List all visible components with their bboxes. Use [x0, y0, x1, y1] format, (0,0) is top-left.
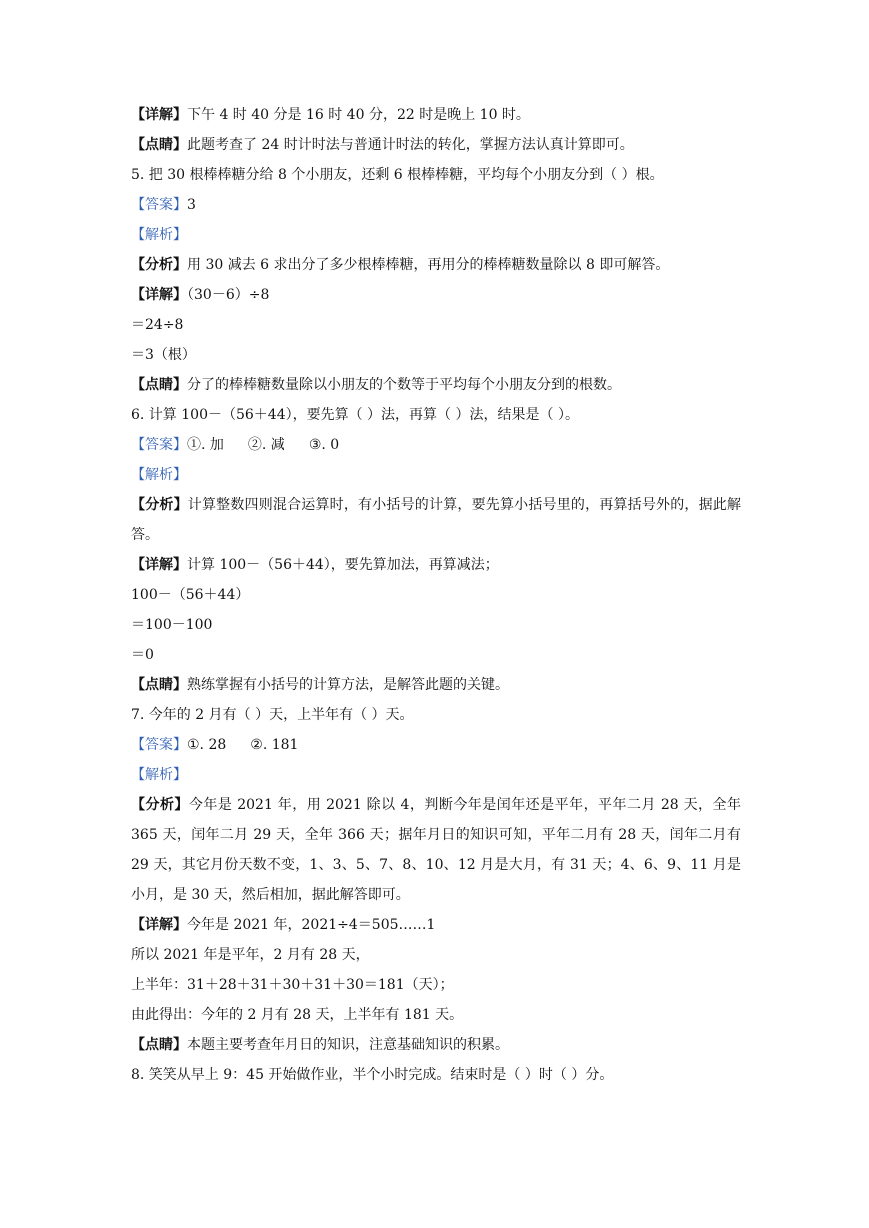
q5-answer — [131, 190, 741, 220]
q5-comment-text: 分了的棒棒糖数量除以小朋友的个数等于平均每个小朋友分到的根数。 — [187, 377, 621, 393]
q7-analysis-text: 今年是 2021 年，用 2021 除以 4，判断今年是闰年还是平年，平年二月 28 天，全年 365 天，闰年二月 29 天，全年 366 天；据年月日的知识可知，平年二月有 28 天，闰年二月有 29 天，其它月份天数不变，1、3、5、7、8、10、12 月是大月，有 31 天；4、6、9、11 月是小月，是 30 天，然后相加，据此解答即可。 — [131, 797, 741, 903]
q6-detail-line: 100－（56＋44） — [131, 587, 250, 603]
comment-label: 【点睛】 — [131, 377, 187, 393]
q7-answer-2: ②. 181 — [250, 737, 299, 753]
q5-question: 5. 把 30 根棒棒糖分给 8 个小朋友，还剩 6 根棒棒糖，平均每个小朋友分到（ ）根。 — [131, 167, 664, 183]
q7-analysis — [131, 790, 741, 910]
q7-detail — [131, 910, 741, 940]
q7-detail-line: 所以 2021 年是平年，2 月有 28 天， — [131, 947, 370, 963]
q7-detail-line: 由此得出：今年的 2 月有 28 天，上半年有 181 天。 — [131, 1007, 464, 1023]
answer-label: 【答案】 — [131, 737, 187, 753]
q8-question: 8. 笑笑从早上 9：45 开始做作业，半个小时完成。结束时是（ ）时（ ）分。 — [131, 1067, 614, 1083]
q6-analysis-text: 计算整数四则混合运算时，有小括号的计算，要先算小括号里的，再算括号外的，据此解答。 — [131, 497, 742, 543]
analysis-label: 【分析】 — [131, 797, 189, 813]
q5-answer-text: 3 — [187, 197, 196, 213]
q6-question: 6. 计算 100－（56＋44），要先算（ ）法，再算（ ）法，结果是（ ）。 — [131, 407, 579, 423]
analysis-head-label: 【解析】 — [131, 227, 187, 243]
detail-label: 【详解】 — [131, 557, 187, 573]
q7-answer-1: ①. 28 — [187, 737, 227, 753]
q7-comment-text: 本题主要考查年月日的知识，注意基础知识的积累。 — [187, 1037, 509, 1053]
q5-detail-line: ＝3（根） — [131, 347, 196, 363]
q6-answer-2: ②. 减 — [247, 437, 285, 453]
q5-analysis-text: 用 30 减去 6 求出分了多少根棒棒糖，再用分的棒棒糖数量除以 8 即可解答。 — [187, 257, 670, 273]
q5-analysis — [131, 250, 741, 280]
q4-detail — [131, 100, 741, 130]
detail-label: 【详解】 — [131, 917, 187, 933]
q6-detail — [131, 550, 741, 580]
q6-comment-text: 熟练掌握有小括号的计算方法，是解答此题的关键。 — [187, 677, 509, 693]
q6-detail-line: ＝100－100 — [131, 617, 213, 633]
q7-detail-line: 今年是 2021 年，2021÷4＝505……1 — [187, 917, 436, 933]
q5-comment — [131, 370, 741, 400]
comment-label: 【点睛】 — [131, 137, 187, 153]
q5-detail — [131, 280, 741, 310]
q5-analysis-head — [131, 220, 741, 250]
comment-label: 【点睛】 — [131, 677, 187, 693]
q4-detail-text: 下午 4 时 40 分是 16 时 40 分，22 时是晚上 10 时。 — [187, 107, 530, 123]
q6-answer-3: ③. 0 — [308, 437, 340, 453]
q6-detail-line: ＝0 — [131, 647, 154, 663]
q6-comment — [131, 670, 741, 700]
detail-label: 【详解】 — [131, 107, 187, 123]
analysis-label: 【分析】 — [131, 497, 188, 513]
page-content — [131, 100, 741, 1120]
q6-detail-line: 计算 100－（56＋44），要先算加法，再算减法； — [187, 557, 499, 573]
q7-analysis-head — [131, 760, 741, 790]
q7-detail-line: 上半年：31＋28＋31＋30＋31＋30＝181（天）； — [131, 977, 454, 993]
q6-answer-1: ①. 加 — [187, 437, 224, 453]
comment-label: 【点睛】 — [131, 1037, 187, 1053]
q5-detail-line: ＝24÷8 — [131, 317, 184, 333]
q7-answer — [131, 730, 741, 760]
q6-analysis-head — [131, 460, 741, 490]
q6-answer — [131, 430, 741, 460]
q4-comment — [131, 130, 741, 160]
analysis-head-label: 【解析】 — [131, 467, 187, 483]
answer-label: 【答案】 — [131, 197, 187, 213]
analysis-label: 【分析】 — [131, 257, 187, 273]
detail-label: 【详解】 — [131, 287, 187, 303]
analysis-head-label: 【解析】 — [131, 767, 187, 783]
q7-question: 7. 今年的 2 月有（ ）天，上半年有（ ）天。 — [131, 707, 414, 723]
q7-comment — [131, 1030, 741, 1060]
q4-comment-text: 此题考查了 24 时计时法与普通计时法的转化，掌握方法认真计算即可。 — [187, 137, 634, 153]
q5-detail-line: （30－6）÷8 — [187, 287, 270, 303]
q6-analysis — [131, 490, 741, 550]
answer-label: 【答案】 — [131, 437, 187, 453]
